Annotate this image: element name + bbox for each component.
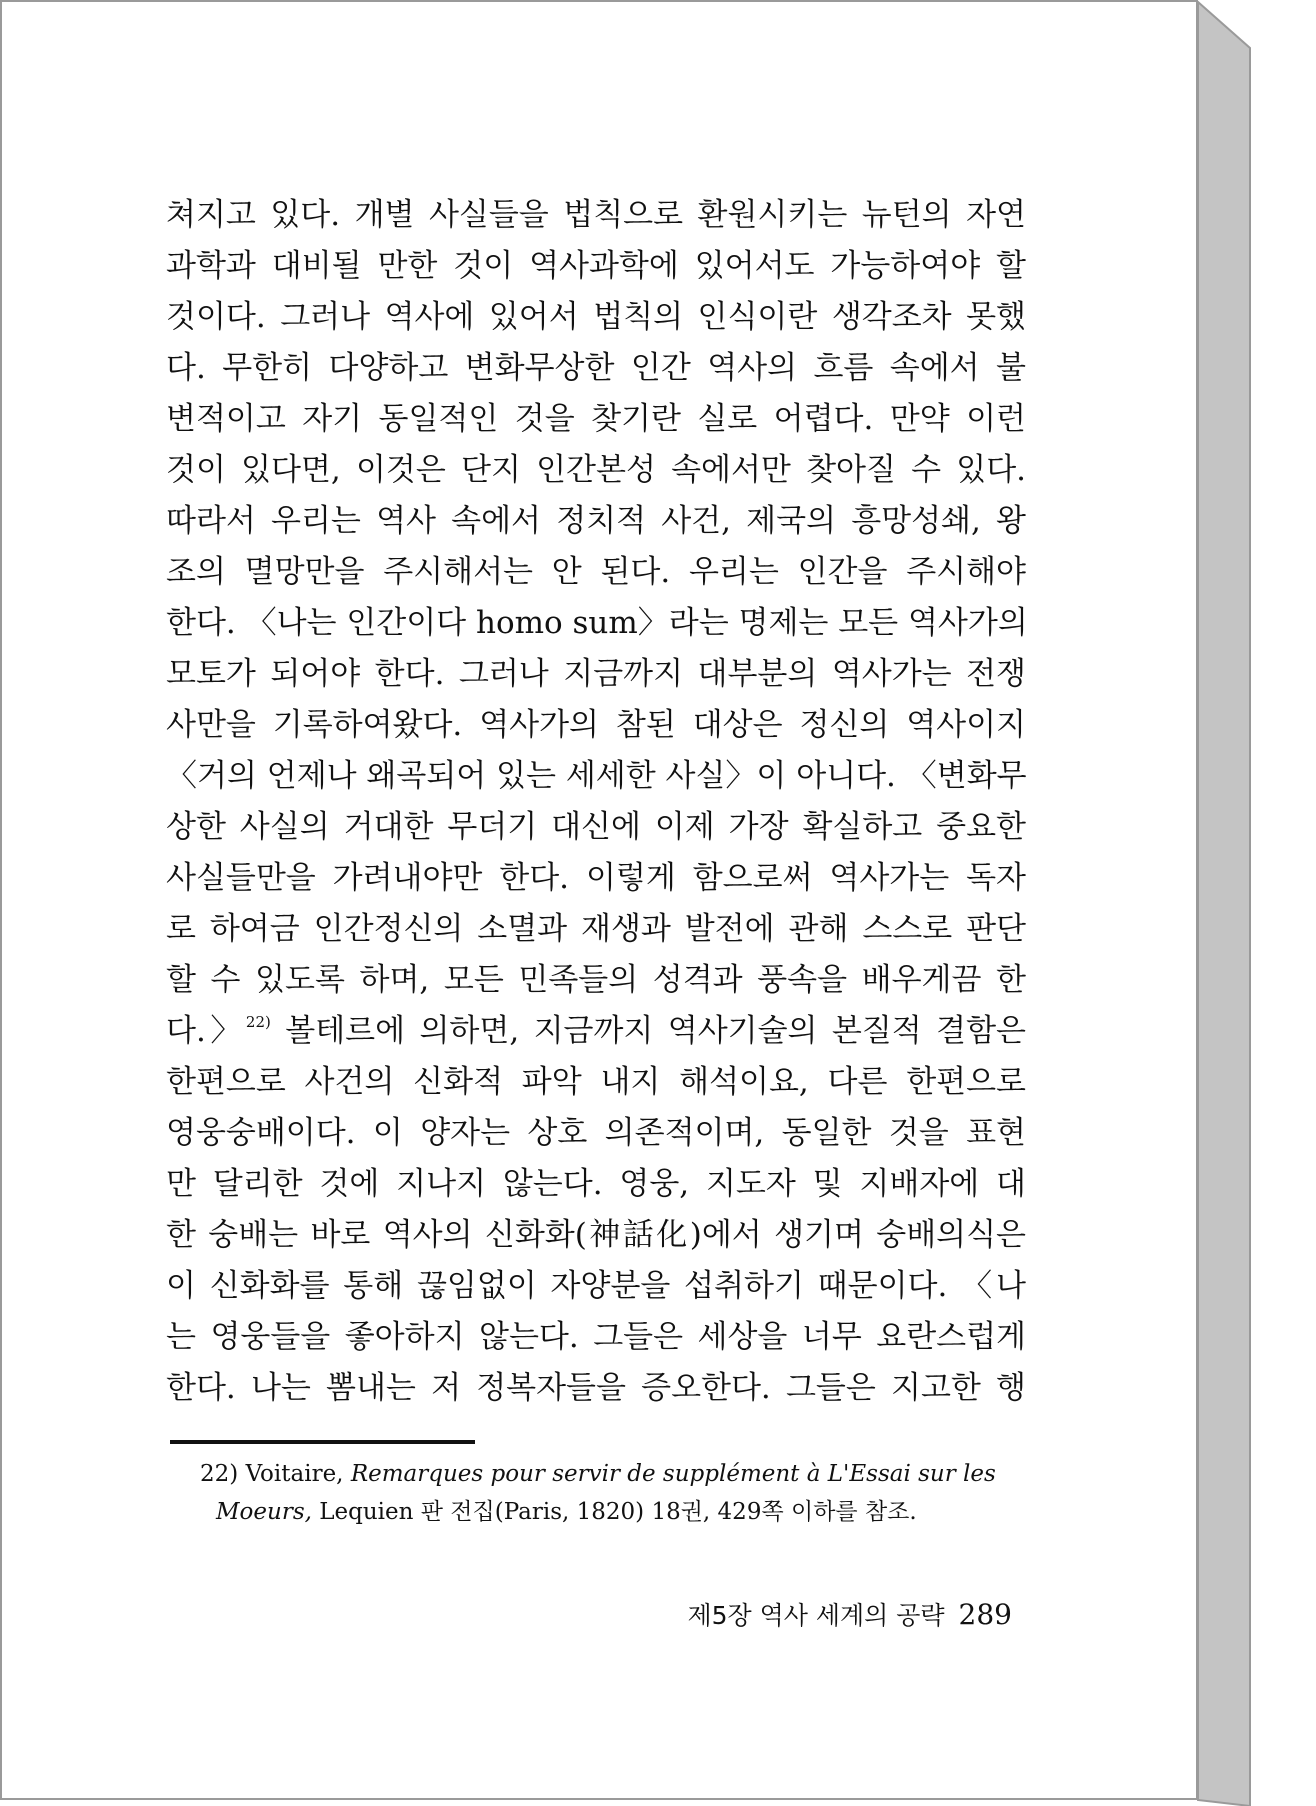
body-line: 한 숭배는 바로 역사의 신화화(神話化)에서 생기며 숭배의식은 <box>166 1217 1026 1253</box>
body-line-segment: 다.〉 <box>166 1013 246 1049</box>
body-line: 한다. 〈나는 인간이다 homo sum〉라는 명제는 모든 역사가의 <box>166 605 1028 641</box>
footnote-rest: Lequien 판 전집(Paris, 1820) 18권, 429쪽 이하를 참조. <box>311 1499 917 1525</box>
body-line: 할 수 있도록 하며, 모든 민족들의 성격과 풍속을 배우게끔 한 <box>166 962 1026 998</box>
footnote <box>200 1455 1040 1531</box>
footnote-title-part1: Remarques pour servir de supplément à L'Essai sur les <box>350 1461 996 1487</box>
body-line: 쳐지고 있다. 개별 사실들을 법칙으로 환원시키는 뉴턴의 자연 <box>166 197 1026 233</box>
page-number: 289 <box>958 1598 1012 1631</box>
footnote-rule <box>170 1440 475 1444</box>
footnote-author: Voitaire, <box>245 1461 344 1487</box>
body-line: 사실들만을 가려내야만 한다. 이렇게 함으로써 역사가는 독자 <box>166 860 1026 896</box>
body-line: 다. 무한히 다양하고 변화무상한 인간 역사의 흐름 속에서 불 <box>166 350 1026 386</box>
body-line: 것이다. 그러나 역사에 있어서 법칙의 인식이란 생각조차 못했 <box>166 299 1026 335</box>
body-line: 과학과 대비될 만한 것이 역사과학에 있어서도 가능하여야 할 <box>166 248 1026 284</box>
body-line: 모토가 되어야 한다. 그러나 지금까지 대부분의 역사가는 전쟁 <box>166 656 1026 692</box>
body-line: 상한 사실의 거대한 무더기 대신에 이제 가장 확실하고 중요한 <box>166 809 1026 845</box>
body-text <box>166 190 1026 1414</box>
footnote-number: 22) <box>200 1461 239 1487</box>
running-footer <box>640 1596 1012 1632</box>
body-line-with-footnote-ref <box>166 1006 1026 1057</box>
body-line: 는 영웅들을 좋아하지 않는다. 그들은 세상을 너무 요란스럽게 <box>166 1319 1026 1355</box>
body-line: 한편으로 사건의 신화적 파악 내지 해석이요, 다른 한편으로 <box>166 1064 1026 1100</box>
body-line: 사만을 기록하여왔다. 역사가의 참된 대상은 정신의 역사이지 <box>166 707 1026 743</box>
body-line: 〈거의 언제나 왜곡되어 있는 세세한 사실〉이 아니다. 〈변화무 <box>166 758 1027 794</box>
body-line: 한다. 나는 뽐내는 저 정복자들을 증오한다. 그들은 지고한 행 <box>166 1370 1026 1406</box>
footnote-title-part2: Moeurs, <box>216 1499 312 1525</box>
body-line: 영웅숭배이다. 이 양자는 상호 의존적이며, 동일한 것을 표현 <box>166 1115 1026 1151</box>
body-line: 만 달리한 것에 지나지 않는다. 영웅, 지도자 및 지배자에 대 <box>166 1166 1026 1202</box>
body-line-segment: 볼테르에 의하면, 지금까지 역사기술의 본질적 결함은 <box>270 1013 1026 1049</box>
body-line: 조의 멸망만을 주시해서는 안 된다. 우리는 인간을 주시해야 <box>166 554 1026 590</box>
body-line: 변적이고 자기 동일적인 것을 찾기란 실로 어렵다. 만약 이런 <box>166 401 1026 437</box>
running-head: 제5장 역사 세계의 공략 <box>687 1601 945 1630</box>
footnote-line-1 <box>200 1455 1040 1493</box>
body-line: 따라서 우리는 역사 속에서 정치적 사건, 제국의 흥망성쇄, 왕 <box>166 503 1026 539</box>
footnote-reference[interactable]: 22) <box>245 1013 271 1031</box>
footnote-line-2 <box>200 1493 1040 1531</box>
body-line: 것이 있다면, 이것은 단지 인간본성 속에서만 찾아질 수 있다. <box>166 452 1026 488</box>
body-line: 이 신화화를 통해 끊임없이 자양분을 섭취하기 때문이다. 〈나 <box>166 1268 1026 1304</box>
body-line: 로 하여금 인간정신의 소멸과 재생과 발전에 관해 스스로 판단 <box>166 911 1026 947</box>
